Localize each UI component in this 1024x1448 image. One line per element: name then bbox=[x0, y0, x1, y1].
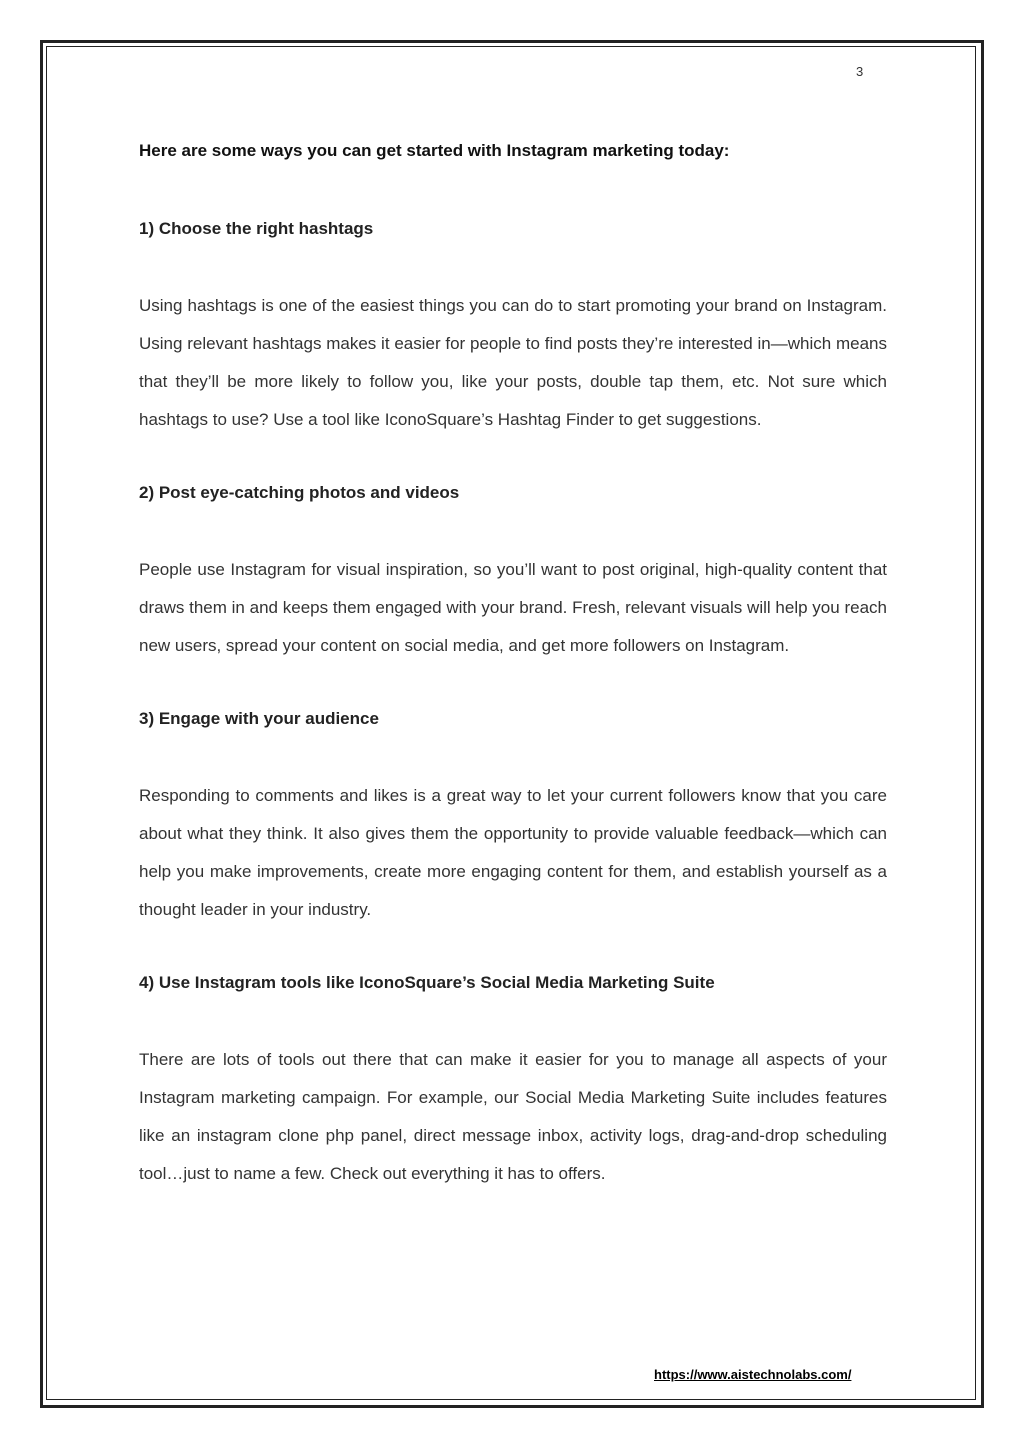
section-body-3: Responding to comments and likes is a great way to let your current followers know that you care about what they think. It also gives them the opportunity to provide valuable feedback—which can help you make improvements, create more engaging content for them, and establish yourself as a thought leader in your industry. bbox=[139, 786, 887, 919]
section-body-4: There are lots of tools out there that can make it easier for you to manage all aspects of your Instagram marketing campaign. For example, our Social Media Marketing Suite includes features like an instagram clone php panel, direct message inbox, activity logs, drag-and-drop scheduling tool…just to name a few. Check out everything it has to offers. bbox=[139, 1050, 887, 1183]
section-heading-3: 3) Engage with your audience bbox=[139, 709, 379, 728]
section-body-1: Using hashtags is one of the easiest things you can do to start promoting your brand on Instagram. Using relevant hashtags makes it easier for people to find posts they’re interested in—which means that they’ll be more likely to follow you, like your posts, double tap them, etc. Not sure which hashtags to use? Use a tool like IconoSquare’s Hashtag Finder to get suggestions. bbox=[139, 296, 887, 429]
section-heading-4: 4) Use Instagram tools like IconoSquare’s Social Media Marketing Suite bbox=[139, 973, 715, 992]
page-number: 3 bbox=[856, 64, 864, 79]
document-body bbox=[139, 139, 887, 1193]
section-body-2: People use Instagram for visual inspiration, so you’ll want to post original, high-quality content that draws them in and keeps them engaged with your brand. Fresh, relevant visuals will help you reach new users, spread your content on social media, and get more followers on Instagram. bbox=[139, 560, 887, 655]
section-heading-1: 1) Choose the right hashtags bbox=[139, 219, 374, 238]
section-heading-2: 2) Post eye-catching photos and videos bbox=[139, 483, 460, 502]
footer-website-link[interactable]: https://www.aistechnolabs.com/ bbox=[654, 1367, 852, 1382]
intro-heading: Here are some ways you can get started with Instagram marketing today: bbox=[139, 141, 730, 160]
